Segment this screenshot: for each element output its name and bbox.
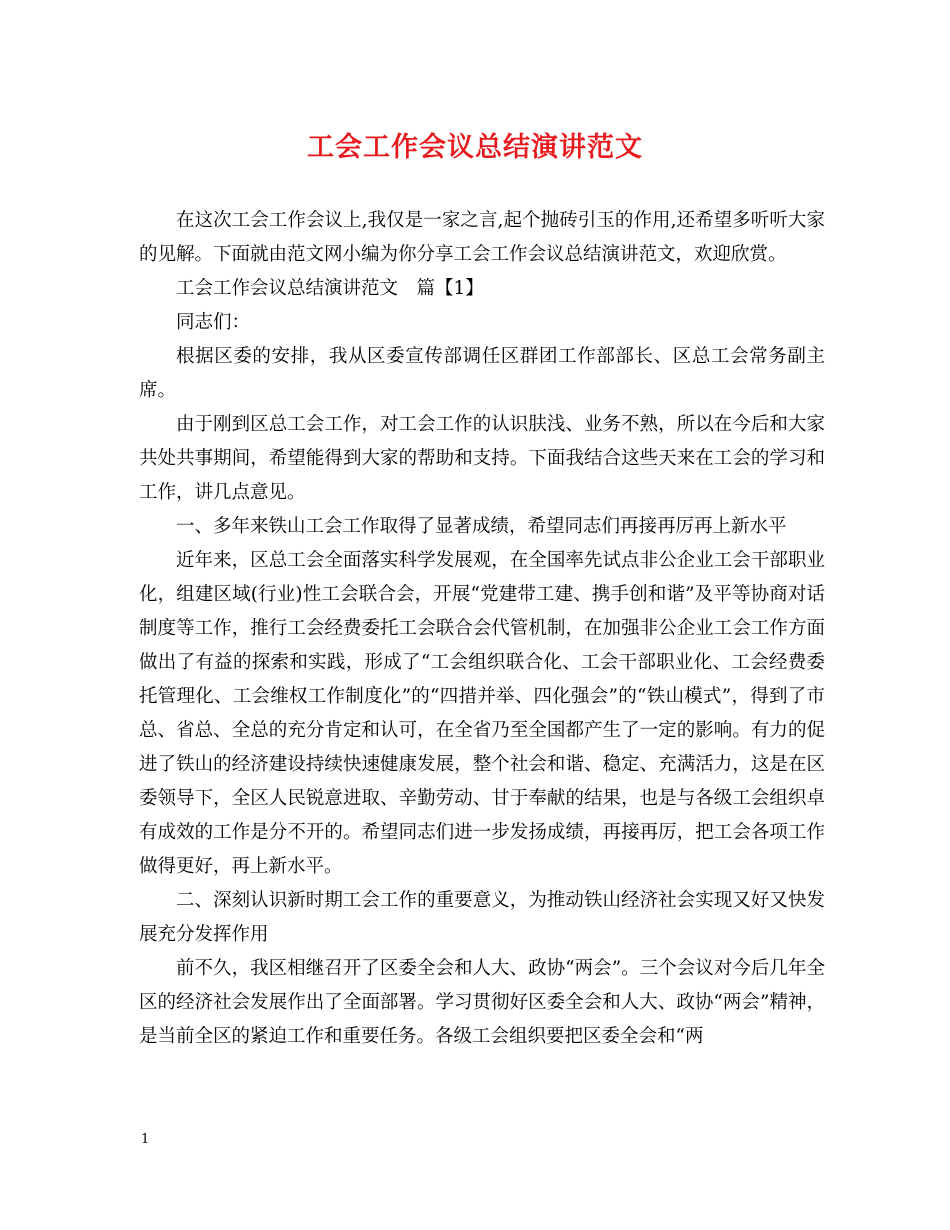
paragraph: 由于刚到区总工会工作，对工会工作的认识肤浅、业务不熟，所以在今后和大家共处共事期间，希望能得到大家的帮助和支持。下面我结合这些天来在工会的学习和工作，讲几点意见。	[139, 414, 825, 503]
paragraph-intro: 在这次工会工作会议上,我仅是一家之言,起个抛砖引玉的作用,还希望多听听大家的见解。下面就由范文网小编为你分享工会工作会议总结演讲范文，欢迎欣赏。	[139, 210, 825, 265]
paragraph-heading-one: 一、多年来铁山工会工作取得了显著成绩，希望同志们再接再厉再上新水平	[176, 516, 787, 537]
paragraph-heading-two: 二、深刻认识新时期工会工作的重要意义，为推动铁山经济社会实现又好又快发展充分发挥作用	[139, 890, 825, 945]
paragraph: 前不久，我区相继召开了区委全会和人大、政协“两会”。三个会议对今后几年全区的经济社会发展作出了全面部署。学习贯彻好区委全会和人大、政协“两会”精神，是当前全区的紧迫工作和重要任务。各级工会组织要把区委全会和“两	[139, 958, 825, 1047]
paragraph-section-heading: 工会工作会议总结演讲范文 篇【1】	[176, 278, 484, 299]
paragraph: 根据区委的安排，我从区委宣传部调任区群团工作部部长、区总工会常务副主席。	[139, 346, 825, 401]
page-number: 1	[141, 1132, 150, 1147]
document-title: 工会工作会议总结演讲范文	[307, 132, 643, 163]
document-body	[139, 204, 825, 1054]
paragraph: 近年来，区总工会全面落实科学发展观，在全国率先试点非公企业工会干部职业化，组建区域(行业)性工会联合会，开展“党建带工建、携手创和谐”及平等协商对话制度等工作，推行工会经费委托工会联合会代管机制，在加强非公企业工会工作方面做出了有益的探索和实践，形成了“工会组织联合化、工会干部职业化、工会经费委托管理化、工会维权工作制度化”的“四措并举、四化强会”的“铁山模式”，得到了市总、省总、全总的充分肯定和认可，在全省乃至全国都产生了一定的影响。有力的促进了铁山的经济建设持续快速健康发展，整个社会和谐、稳定、充满活力，这是在区委领导下，全区人民锐意进取、辛勤劳动、甘于奉献的结果，也是与各级工会组织卓有成效的工作是分不开的。希望同志们进一步发扬成绩，再接再厉，把工会各项工作做得更好，再上新水平。	[139, 550, 825, 877]
paragraph-salutation: 同志们：	[176, 312, 251, 333]
